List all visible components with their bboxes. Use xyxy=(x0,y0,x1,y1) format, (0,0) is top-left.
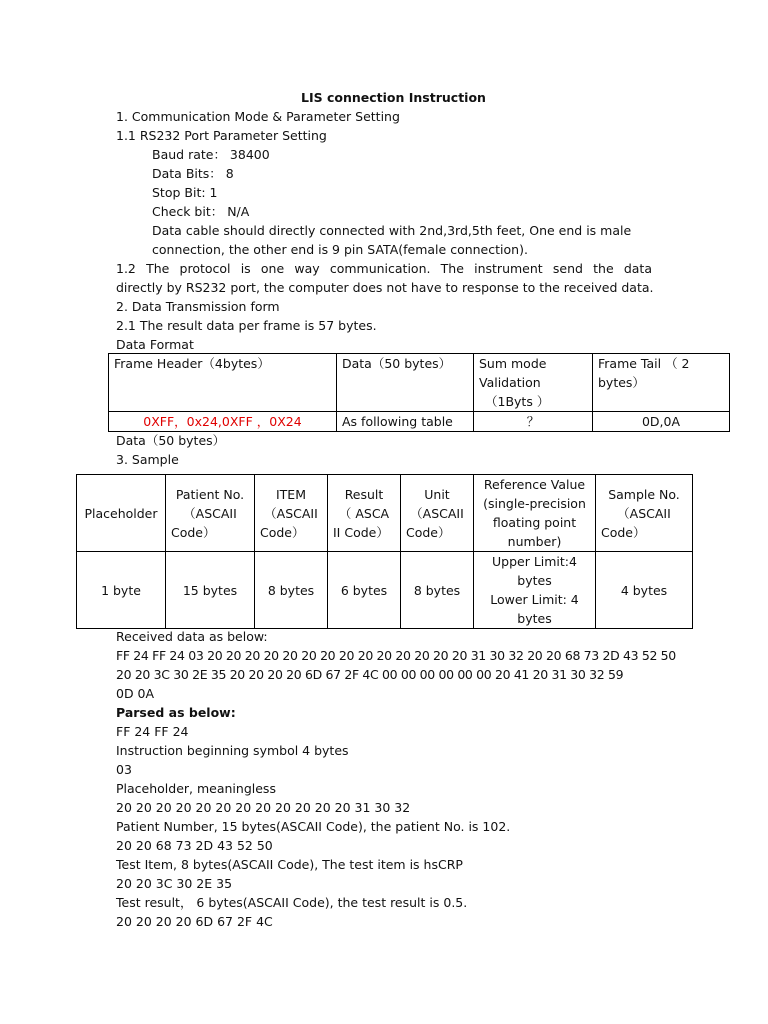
frame-header-value: 0XFF，0x24,0XFF ，0X24 xyxy=(109,412,337,432)
frame-sum-line: （1Byts ） xyxy=(485,394,550,409)
placeholder-header: Placeholder xyxy=(77,475,166,552)
reference-value-size: Upper Limit:4 bytes Lower Limit: 4 bytes xyxy=(474,552,596,629)
data-format-label: Data Format xyxy=(116,337,194,352)
parsed-line-3: 03 xyxy=(116,762,132,777)
frame-header-cell: Frame Header（4bytes） xyxy=(109,354,337,412)
unit-size: 8 bytes xyxy=(401,552,474,629)
cable-text-line-2: connection, the other end is 9 pin SATA(female connection). xyxy=(152,242,528,257)
section-2-1-text: 2.1 The result data per frame is 57 bytes. xyxy=(116,318,377,333)
frame-sum-value: ？ xyxy=(474,412,593,432)
frame-data-cell: Data（50 bytes） xyxy=(337,354,474,412)
baud-rate-text: Baud rate： 38400 xyxy=(152,147,270,162)
frame-data-value: As following table xyxy=(337,412,474,432)
sample-table xyxy=(76,474,693,629)
frame-sum-line: Validation xyxy=(479,375,541,390)
data-size-label: Data（50 bytes） xyxy=(116,433,226,448)
sample-no-header: Sample No. （ASCAII Code） xyxy=(596,475,693,552)
received-data-line-2: 20 20 3C 30 2E 35 20 20 20 20 6D 67 2F 4C 00 00 00 00 00 00 20 41 20 31 30 32 59 xyxy=(116,667,624,682)
result-header: Result （ ASCA II Code） xyxy=(328,475,401,552)
section-1-heading: 1. Communication Mode & Parameter Setting xyxy=(116,109,400,124)
frame-table-value-row xyxy=(109,412,730,432)
parsed-line-8: Test Item, 8 bytes(ASCAII Code), The test item is hsCRP xyxy=(116,857,463,872)
sample-table-value-row xyxy=(77,552,693,629)
received-data-line-1: FF 24 FF 24 03 20 20 20 20 20 20 20 20 20 20 20 20 20 20 31 30 32 20 20 68 73 2D 43 52 50 xyxy=(116,648,676,663)
parsed-line-7: 20 20 68 73 2D 43 52 50 xyxy=(116,838,273,853)
received-data-line-3: 0D 0A xyxy=(116,686,155,701)
stop-bit-text: Stop Bit: 1 xyxy=(152,185,218,200)
data-bits-text: Data Bits： 8 xyxy=(152,166,234,181)
parsed-line-9: 20 20 3C 30 2E 35 xyxy=(116,876,233,891)
received-data-label: Received data as below: xyxy=(116,629,268,644)
parsed-data-label: Parsed as below: xyxy=(116,705,236,720)
sample-heading: 3. Sample xyxy=(116,452,179,467)
item-size: 8 bytes xyxy=(255,552,328,629)
document-title: LIS connection Instruction xyxy=(301,90,486,105)
parsed-line-6: Patient Number, 15 bytes(ASCAII Code), the patient No. is 102. xyxy=(116,819,511,834)
cable-text-line-1: Data cable should directly connected with 2nd,3rd,5th feet, One end is male xyxy=(152,223,632,238)
frame-sum-line: Sum mode xyxy=(479,356,547,371)
frame-tail-line: bytes） xyxy=(598,375,645,390)
sample-no-size: 4 bytes xyxy=(596,552,693,629)
parsed-line-11: 20 20 20 20 6D 67 2F 4C xyxy=(116,914,273,929)
parsed-line-2: Instruction beginning symbol 4 bytes xyxy=(116,743,349,758)
patient-no-header: Patient No. （ASCAII Code） xyxy=(166,475,255,552)
result-size: 6 bytes xyxy=(328,552,401,629)
protocol-text-line-2: directly by RS232 port, the computer does not have to response to the received data. xyxy=(116,280,654,295)
unit-header: Unit （ASCAII Code） xyxy=(401,475,474,552)
reference-value-header: Reference Value (single-precision floating point number) xyxy=(474,475,596,552)
check-bit-text: Check bit： N/A xyxy=(152,204,250,219)
frame-tail-line: Frame Tail （ 2 xyxy=(598,356,690,371)
parsed-line-10: Test result， 6 bytes(ASCAII Code), the test result is 0.5. xyxy=(116,895,468,910)
patient-no-size: 15 bytes xyxy=(166,552,255,629)
placeholder-size: 1 byte xyxy=(77,552,166,629)
parsed-line-1: FF 24 FF 24 xyxy=(116,724,189,739)
section-1-1-heading: 1.1 RS232 Port Parameter Setting xyxy=(116,128,327,143)
frame-sum-validation-cell xyxy=(474,354,593,412)
frame-tail-value: 0D,0A xyxy=(593,412,730,432)
frame-table-header-row xyxy=(109,354,730,412)
item-header: ITEM （ASCAII Code） xyxy=(255,475,328,552)
protocol-text-line-1: 1.2 The protocol is one way communication. The instrument send the data xyxy=(116,261,652,276)
parsed-line-4: Placeholder, meaningless xyxy=(116,781,276,796)
frame-tail-cell xyxy=(593,354,730,412)
section-2-heading: 2. Data Transmission form xyxy=(116,299,280,314)
frame-format-table xyxy=(108,353,730,432)
parsed-line-5: 20 20 20 20 20 20 20 20 20 20 20 20 31 30 32 xyxy=(116,800,411,815)
sample-table-header-row xyxy=(77,475,693,552)
